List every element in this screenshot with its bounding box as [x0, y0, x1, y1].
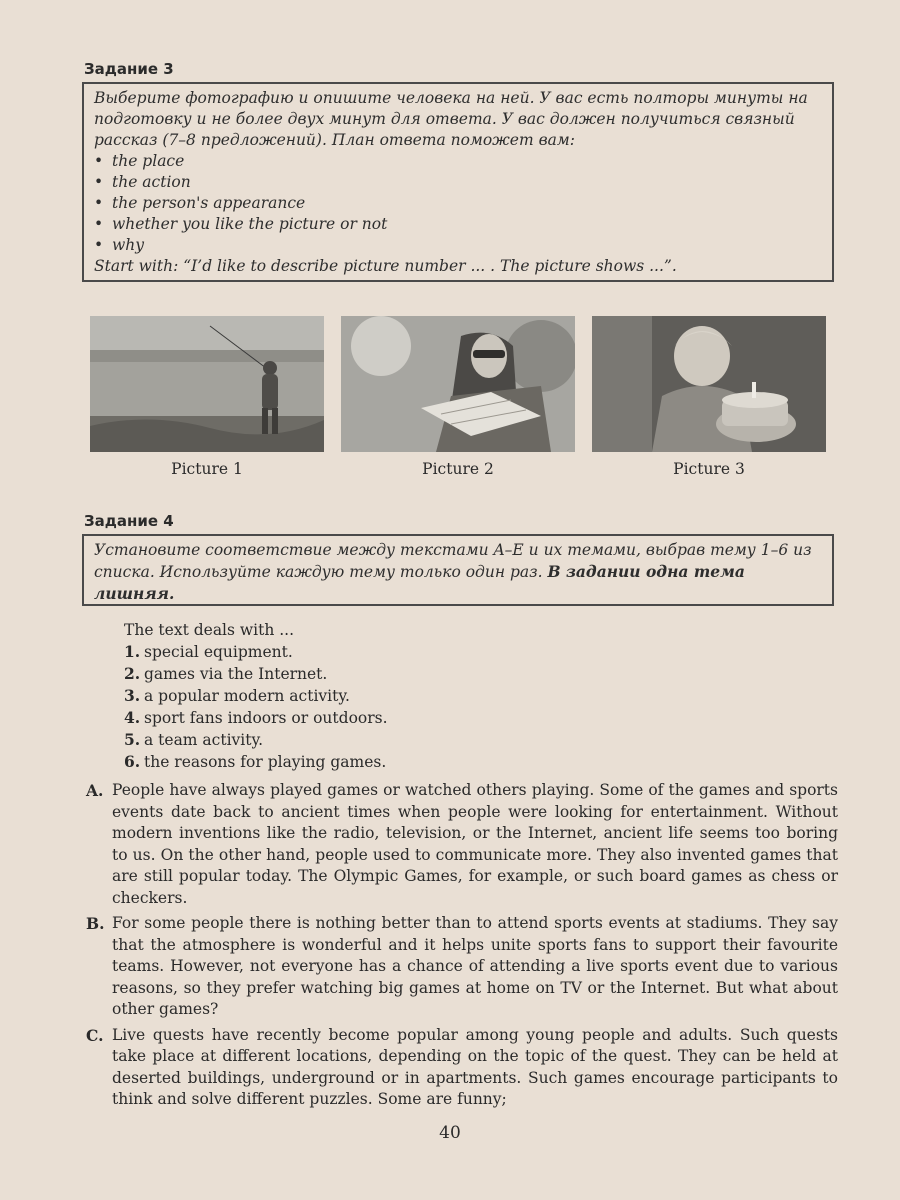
topic-item: 2. games via the Internet. [124, 664, 328, 683]
text-paragraph-c: C. Live quests have recently become popular among young people and adults. Such quests take place at different locations, depending on the topic of the quest. They can be held at deserted buildings, underground or in apartments. Such games encourage participants to think and solve different puzzles. Some are funny; [86, 1025, 838, 1108]
picture-1-fisherman[interactable] [90, 316, 324, 452]
task4-instruction: Установите соответствие между текстами A–E и их темами, выбрав тему 1–6 из списка. Используйте каждую тему только один раз. [94, 541, 812, 581]
picture-1-caption: Picture 1 [171, 460, 243, 478]
picture-3-caption: Picture 3 [673, 460, 745, 478]
topic-item: 4. sport fans indoors or outdoors. [124, 708, 388, 727]
task4-instruction-bold: В задании одна тема лишняя. [94, 562, 745, 603]
task3-heading: Задание 3 [84, 60, 174, 78]
topic-intro: The text deals with ... [124, 621, 295, 639]
topic-item: 3. a popular modern activity. [124, 686, 350, 705]
topic-item: 6. the reasons for playing games. [124, 752, 387, 771]
task3-start-with: Start with: “I’d like to describe picture number ... . The picture shows ...”. [94, 257, 677, 275]
reading-texts [86, 780, 838, 1115]
task4-heading: Задание 4 [84, 512, 174, 530]
picture-2-caption: Picture 2 [422, 460, 494, 478]
plan-item: • the person's appearance [94, 194, 306, 212]
task3-plan-list [94, 151, 822, 256]
photo-row [90, 316, 827, 456]
topic-item: 5. a team activity. [124, 730, 264, 749]
task3-instruction-box [82, 82, 834, 282]
task3-instruction: Выберите фотографию и опишите человека на ней. У вас есть полторы минуты на подготовку и не более двух минут для ответа. У вас должен получиться связный рассказ (7–8 предложений). План ответа поможет вам: [94, 89, 808, 149]
picture-2-woman-with-map[interactable] [341, 316, 575, 452]
plan-item: • whether you like the picture or not [94, 215, 388, 233]
plan-item: • why [94, 236, 145, 254]
text-paragraph-a: A. People have always played games or watched others playing. Some of the games and sports events date back to ancient times when people were looking for entertainment. Without modern inventions like the radio, television, or the Internet, ancient life seems too boring to us. On the other hand, people used to communicate more. They also invented games that are still popular today. The Olympic Games, for example, or such board games as chess or checkers. [86, 781, 838, 907]
picture-3-child-with-cake[interactable] [592, 316, 826, 452]
text-paragraph-b: B. For some people there is nothing better than to attend sports events at stadiums. They say that the atmosphere is wonderful and it helps unite sports fans to support their favourite teams. However, not everyone has a chance of attending a live sports event due to various reasons, so they prefer watching big games at home on TV or the Internet. But what about other games? [86, 914, 838, 1018]
topic-list [124, 620, 388, 773]
page-number: 40 [439, 1123, 461, 1143]
topic-item: 1. special equipment. [124, 642, 293, 661]
plan-item: • the action [94, 173, 191, 191]
plan-item: • the place [94, 152, 185, 170]
task4-instruction-box [82, 534, 834, 606]
